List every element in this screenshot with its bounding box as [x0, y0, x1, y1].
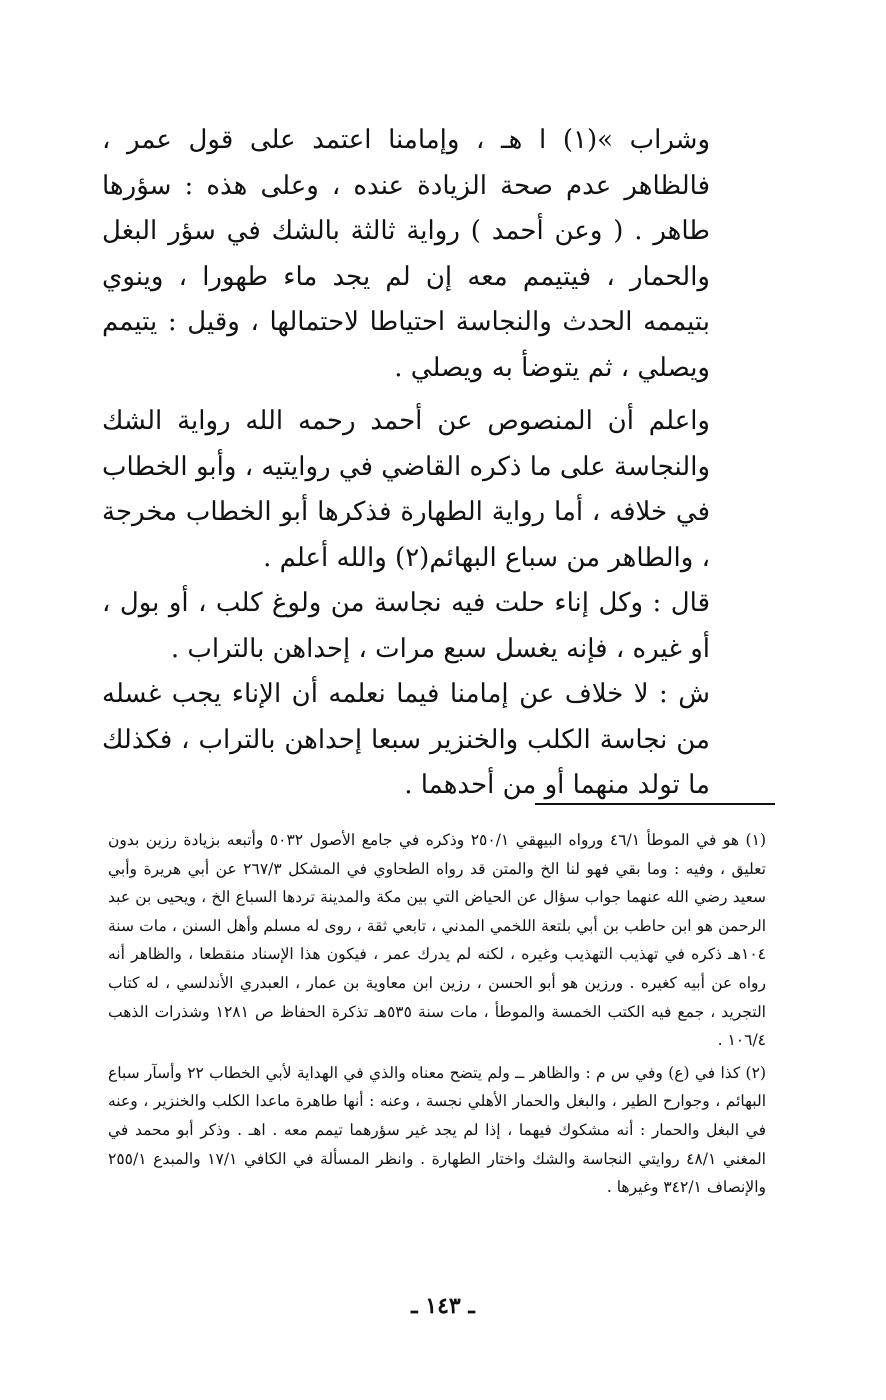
main-paragraph-3: قال : وكل إناء حلت فيه نجاسة من ولوغ كلب ، أو بول ، أو غيره ، فإنه يغسل سبع مرات ، إحداهن بالتراب .: [102, 588, 710, 664]
page-number: ـ ١٤٣ ـ: [411, 1293, 475, 1319]
main-paragraph-1: وشراب »(١) ا هـ ، وإمامنا اعتمد على قول عمر ، فالظاهر عدم صحة الزيادة عنده ، وعلى هذه : سؤرها طاهر . ( وعن أحمد ) رواية ثالثة بالشك في سؤر البغل والحمار ، فيتيمم معه إن لم يجد ماء طهورا ، وينوي بتيممه الحدث والنجاسة احتياطا لاحتمالها ، وقيل : يتيمم ويصلي ، ثم يتوضأ به ويصلي .: [102, 125, 710, 383]
footnotes: [108, 826, 766, 1202]
footnote-separator: [535, 803, 775, 805]
main-text: [102, 118, 710, 809]
main-paragraph-2: واعلم أن المنصوص عن أحمد رحمه الله رواية الشك والنجاسة على ما ذكره القاضي في روايتيه ، وأبو الخطاب في خلافه ، أما رواية الطهارة فذكرها أبو الخطاب مخرجة ، والطاهر من سباع البهائم(٢) والله أعلم .: [102, 406, 710, 573]
main-paragraph-4: ش : لا خلاف عن إمامنا فيما نعلمه أن الإناء يجب غسله من نجاسة الكلب والخنزير سبعا إحداهن بالتراب ، فكذلك ما تولد منهما أو من أحدهما .: [102, 679, 710, 800]
footnote-2: (٢) كذا في (ع) وفي س م : والظاهر ــ ولم يتضح معناه والذي في الهداية لأبي الخطاب ٢٢ وأسآر سباع البهائم ، وجوارح الطير ، والبغل والحمار الأهلي نجسة ، وعنه : أنها طاهرة ماعدا الكلب والخنزير ، وعنه في البغل والحمار : أنه مشكوك فيهما ، إذا لم يجد غير سؤرهما تيمم معه . اهـ . وذكر أبو محمد في المغني ٤٨/١ روايتي النجاسة والشك واختار الطهارة . وانظر المسألة في الكافي ١٧/١ والمبدع ٢٥٥/١ والإنصاف ٣٤٢/١ وغيرها .: [108, 1063, 766, 1197]
footnote-1: (١) هو في الموطأ ٤٦/١ ورواه البيهقي ٢٥٠/١ وذكره في جامع الأصول ٥٠٣٢ وأتبعه بزيادة رزين بدون تعليق ، وفيه : وما بقي فهو لنا الخ والمتن قد رواه الطحاوي في المشكل ٢٦٧/٣ عن أبي هريرة وأبي سعيد رضي الله عنهما جواب سؤال عن الحياض التي بين مكة والمدينة تردها السباع الخ ، ويحيى بن عبد الرحمن هو ابن حاطب بن أبي بلتعة اللخمي المدني ، تابعي ثقة ، روى له مسلم وأهل السنن ، مات سنة ١٠٤هـ ذكره في تهذيب التهذيب وغيره ، لكنه لم يدرك عمر ، فيكون هذا الإسناد منقطعا ، والظاهر أنه رواه عن أبيه كغيره . ورزين هو أبو الحسن ، رزين ابن معاوية بن عمار ، العبدري الأندلسي ، له كتاب التجريد ، جمع فيه الكتب الخمسة والموطأ ، مات سنة ٥٣٥هـ تذكرة الحفاظ ص ١٢٨١ وشذرات الذهب ١٠٦/٤ .: [108, 831, 766, 1050]
